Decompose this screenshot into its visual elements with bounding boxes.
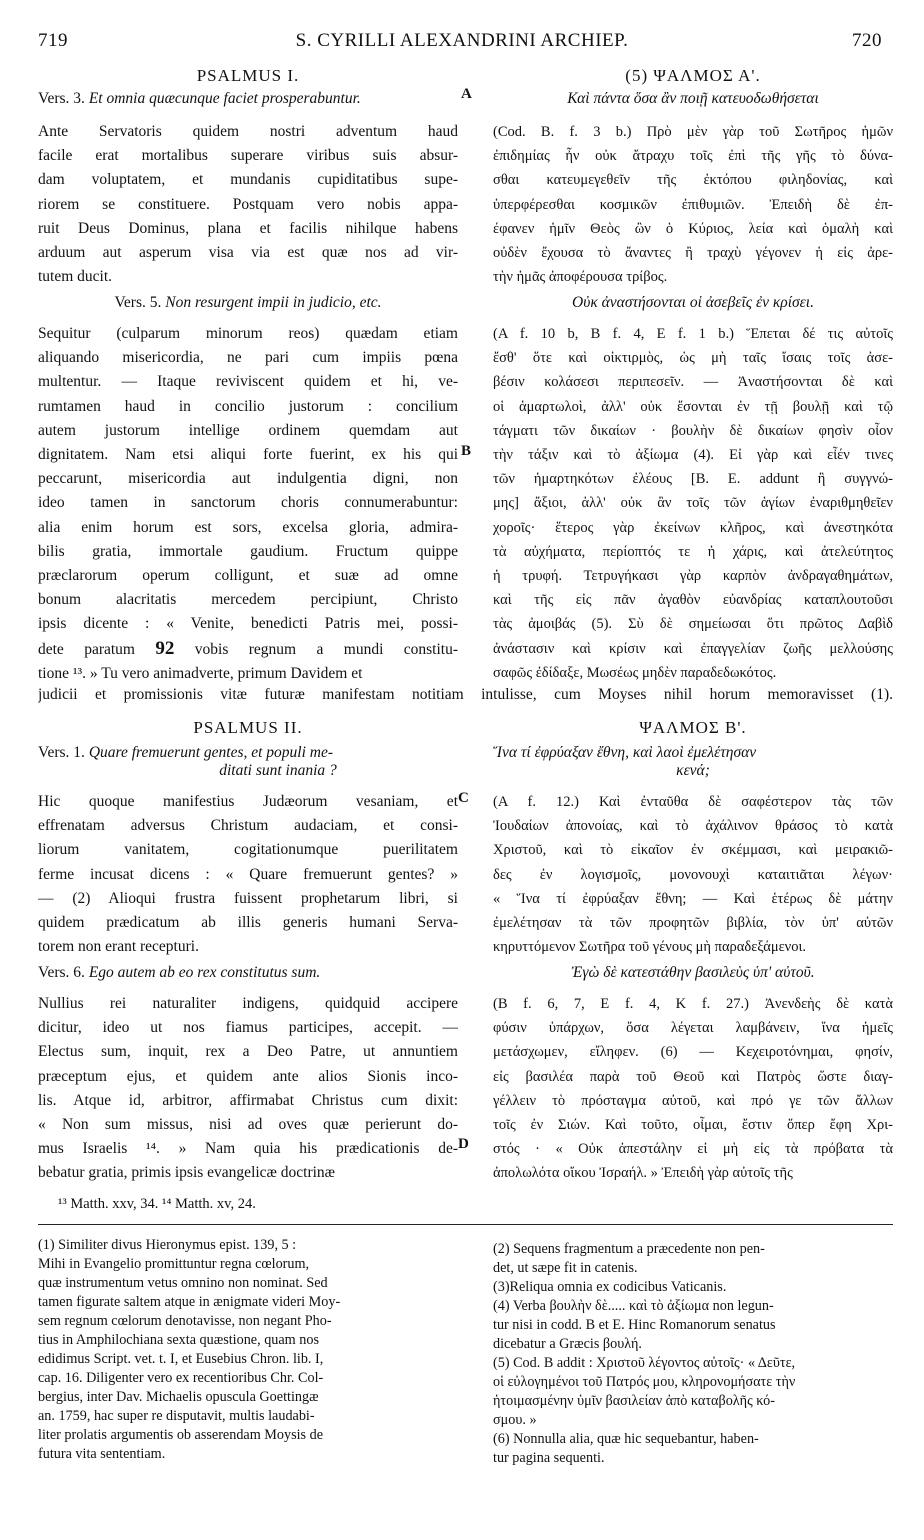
psalm2-v1-latin-heading [38,744,458,780]
text-line: tamen figurate saltem atque in ænigmate videri Moy- [38,1294,341,1310]
text-line [38,637,458,662]
text-line: det, ut sæpe fit in catenis. [493,1260,638,1276]
text-line: edidimus Script. vet. t. I, et Eusebius Chron. lib. I, [38,1351,324,1367]
text-line: præclarorum operum colligunt, et suæ ad omne [38,567,458,585]
text-line: tur pagina sequenti. [493,1450,605,1466]
running-title: S. CYRILLI ALEXANDRINI ARCHIEP. [295,30,629,51]
text-line: (5) Cod. B addit : Χριστοῦ λέγοντος αὐτοῖς· « Δεῦτε, [493,1355,796,1371]
text-line: τὰ αὐχήματα, περίοπτός τε ἡ χάρις, καὶ ἀτελεύτητος [493,543,893,560]
text-line: ἀπολωλότα οἴκου Ἰσραήλ. » Ἐπειδὴ γὰρ αὐτοῖς τῆς [493,1165,793,1182]
text-line: ὑπερφέρεσθαι κοσμικῶν ἐπιθυμιῶν. Ἐπειδὴ δὲ ἐπ- [493,196,893,213]
verse-text: Quare fremuerunt gentes, et populi me- [88,744,334,761]
text-line: autem justorum intellige ordinem quemdam aut [38,421,458,439]
text-line: δες ἐν λογισμοῖς, μονονουχὶ καταιτιᾶται λέγων· [493,866,893,883]
text-line: quæ instrumentum vetus omnino non nominat. Sed [38,1275,328,1291]
text-line: χοροῖς· ἕτερος γὰρ ἐκείνων κλῆρος, καὶ ἀνεστηκότα [493,519,893,536]
text-line: (B f. 6, 7, E f. 4, K f. 27.) Ἀνενδεὴς δὲ κατὰ [493,996,893,1012]
text-line: (6) Nonnulla alia, quæ hic sequebantur, haben- [493,1431,759,1447]
text-line: εἰς βασιλέα παρὰ τοῦ Θεοῦ καὶ Πατρὸς ὥστε διαγ- [493,1068,893,1085]
text-line: bonum alacritatis mercedem percipiunt, Christo [38,591,458,609]
psalm1-latin-paragraph-1 [38,120,458,289]
text-line: (4) Verba βουλὴν δὲ..... καὶ τὸ ἀξίωμα non legun- [493,1298,774,1314]
psalm1-v3-greek-heading [493,90,893,108]
margin-marker-d: D [458,1136,469,1152]
text-line: βέσιν κολάσεσι περιπεσεῖν. — Ἀναστήσονται δὲ καὶ [493,374,893,391]
footnotes-left [38,1236,458,1464]
text-line: riorem se constituere. Postquam vero nobis appa- [38,195,458,213]
verse-label: Vers. 6. [38,964,85,981]
text-line: ἐπιδημίας ἦν οὐκ ἄτραχυ τοῖς ἐπὶ τῆς γῆς τὸ δύνα- [493,148,893,165]
footnote-divider [38,1224,893,1225]
text-line: ruit Deus Dominus, plana et facilis nihilque habens [38,219,458,237]
margin-marker-c: C [458,790,469,806]
text-line: ἡ τρυφή. Τετρυγήκασι γὰρ καρπὸν ἀνδραγαθημάτων, [493,568,893,585]
text-line: rumtamen haud in concilio justorum : concilium [38,397,458,415]
text-line: « Ἵνα τί ἐφρύαξαν ἔθνη; — Καὶ ἑτέρως δὲ μάτην [493,890,893,907]
right-page-number: 720 [852,30,882,51]
psalm2-greek-title-block [493,718,893,738]
text-line: dicebatur a Græcis βουλή. [493,1336,642,1352]
text-line: alia enim horum est sors, excelsa gloria, admira- [38,518,458,536]
text-line: effrenatam adversus Christum audaciam, et consi- [38,817,458,835]
psalm2-greek-title: ΨΑΛΜΟΣ Β'. [639,718,747,737]
text-line: peccarunt, misericordia aut indulgentia digni, non [38,470,458,488]
psalm1-greek-paragraph-1 [493,120,893,289]
text-line: μης] ἄξιοι, ἀλλ' οὐκ ἂν τοῖς τῶν ἁγίων ἐναριθμηθεῖεν [493,495,893,512]
text-line: « Non sum missus, nisi ad oves quæ perierunt do- [38,1116,458,1134]
verse-text: Καὶ πάντα ὅσα ἂν ποιῇ κατευοδωθήσεται [567,90,819,107]
verse-text: Ἐγὼ δὲ κατεστάθην βασιλεὺς ὑπ' αὐτοῦ. [571,964,815,981]
text-line: οἱ ἁμαρτωλοὶ, ἀλλ' οὐκ ἔσονται ἐν τῇ βουλῇ καὶ τῷ [493,398,893,415]
margin-marker-b: B [461,443,472,459]
text-fragment: dete paratum [38,640,135,658]
text-line: ἐμελέτησαν τὰ τῶν προφητῶν βιβλία, τὸν ὑπ' αὐτῶν [493,915,893,932]
text-line: mus Israelis ¹⁴. » Nam quia his prædicationis de- [38,1140,458,1158]
text-line: καὶ τῆς εἰς πᾶν ἀγαθὸν εὐανδρίας καταπλουτοῦσι [493,592,893,609]
text-line: κηρυττόμενον Σωτῆρα τοῦ γένους μὴ παραδεξάμενοι. [493,939,807,956]
psalm1-full-width-line [38,683,893,707]
text-line: γέλλειν τὸ πρόσταγμα αὐτοῦ, καὶ πρό γε τῶν ἄλλων [493,1092,893,1109]
text-line: dam voluptatem, et mundanis cupiditatibus supe- [38,171,458,189]
text-line: (Cod. B. f. 3 b.) Πρὸ μὲν γὰρ τοῦ Σωτῆρος ἡμῶν [493,124,893,140]
text-line: dicitur, ideo ut nos fiamus participes, accepit. — [38,1019,458,1037]
text-line: multentur. — Itaque reviviscent quidem et hi, ve- [38,373,458,391]
text-line: τὰς ἀμοιβάς (5). Σὺ δὲ σημείωσαι ὅτι πρῶτος Δαβὶδ [493,616,893,633]
footnotes-right [493,1240,893,1468]
text-line: έφανεν ἡμῖν Θεὸς ὢν ὁ Κύριος, λεία καὶ ὁμαλὴ καὶ [493,220,893,237]
text-line: — (2) Alioqui frustra fuissent prophetarum libri, si [38,889,458,907]
text-line: τῶν ἡμαρτηκότων ἐλέους [B. E. addunt ἢ συγγνώ- [493,471,893,488]
text-line: an. 1759, hac super re disputavit, multis laudabi- [38,1408,315,1424]
text-line: Ἰουδαίων ἀπονοίας, καὶ τὸ ἀχάλινον θράσος τὸ κατὰ [493,818,893,835]
text-line: (3)Reliqua omnia ex codicibus Vaticanis. [493,1279,727,1295]
psalm2-v6-greek-heading [493,964,893,982]
text-line: (A f. 12.) Καὶ ἐνταῦθα δὲ σαφέστερον τὰς τῶν [493,794,893,810]
verse-text: Non resurgent impii in judicio, etc. [165,294,382,311]
verse-text: Ego autem ab eo rex constitutus sum. [88,964,321,981]
psalm2-latin-title-block [38,718,458,738]
left-page-number: 719 [38,30,68,51]
psalm1-latin-title: PSALMUS I. [196,66,300,85]
text-line: cap. 16. Diligenter vero ex recentioribus Chr. Col- [38,1370,324,1386]
text-line: τὴν τάξιν καὶ τὸ ἀξίωμα (4). Εἰ γὰρ καὶ εἶέν τινες [493,447,893,464]
text-line: τοῖς ἐν Σιών. Καὶ τοῦτο, οἶμαι, ἔστιν ὅπερ ἔφη Χρι- [493,1117,893,1134]
verse-label: Vers. 1. [38,744,85,761]
psalm2-latin-title: PSALMUS II. [193,718,303,737]
text-line: tur nisi in codd. B et E. Hinc Romanorum senatus [493,1317,776,1333]
text-line: torem non erant recepturi. [38,938,199,956]
text-line: Ante Servatoris quidem nostri adventum haud [38,123,458,140]
text-line: σμου. » [493,1412,537,1428]
psalm1-greek-title: (5) ΨΑΛΜΟΣ Α'. [625,66,761,85]
text-line: bebatur gratia, primis ipsis evangelicæ doctrinæ [38,1164,336,1182]
verse-text-cont: κενά; [676,762,710,779]
verse-label: Vers. 3. [38,90,85,107]
text-line: (A f. 10 b, B f. 4, E f. 1 b.) Ἕπεται δέ τις αὐτοῖς [493,326,893,342]
text-line: tutem ducit. [38,268,113,286]
text-line: Χριστοῦ, καὶ τὸ εἰκαῖον ἐν σκέμμασι, καὶ μειρακιῶ- [493,842,893,859]
column-number: 92 [155,637,175,659]
text-line: Hic quoque manifestius Judæorum vesaniam, et [38,793,458,810]
psalm1-latin-paragraph-2 [38,322,458,686]
text-line: (1) Similiter divus Hieronymus epist. 139, 5 : [38,1237,297,1253]
text-line: στός · « Οὐκ ἀπεστάλην εἰ μὴ εἰς τὰ πρόβατα τὰ [493,1141,893,1158]
psalm1-v5-latin-heading [38,294,458,312]
verse-text: Ἵνα τί ἐφρύαξαν ἔθνη, καὶ λαοὶ ἐμελέτησαν [493,744,757,761]
text-line: Nullius rei naturaliter indigens, quidquid accipere [38,995,458,1012]
text-line: ideo tamen in sanctorum choris connumerabuntur: [38,494,458,512]
text-line: bergius, inter Dav. Michaelis opuscula Goettingæ [38,1389,319,1405]
text-line: liter prolatis argumentis ob asserendam Moysis de [38,1427,324,1443]
text-line: οὐδὲν ἔχουσα τὸ ἄναντες ἢ τραχὺ γέγονεν ἡ εἰς ἀρε- [493,245,893,262]
psalm2-greek-paragraph-2 [493,992,893,1186]
psalm1-v5-greek-heading [493,294,893,312]
text-line: ipsis dicente : « Venite, benedicti Patris mei, possi- [38,615,458,633]
psalm2-greek-paragraph-1 [493,790,893,959]
text-line: dignitatem. Nam etsi aliqui forte fuerint, ex his qui [38,446,458,464]
text-line: Sequitur (culparum minorum reos) quædam etiam [38,325,458,342]
verse-label: Vers. 5. [114,294,162,311]
text-line: præceptum ejus, et quidem ante alios Sionis inco- [38,1067,458,1085]
text-line: φύσιν ὑπάρχων, ὅσα λέγεται λαμβάνειν, ἵνα ἡμεῖς [493,1020,893,1037]
text-line: liorum vanitatem, cogitationumque puerilitatem [38,841,458,859]
text-line: futura vita sententiam. [38,1446,166,1462]
scripture-references: ¹³ Matth. xxv, 34. ¹⁴ Matth. xv, 24. [58,1196,256,1212]
text-line: tione ¹³. » Tu vero animadverte, primum Davidem et [38,664,363,682]
psalm1-latin-title-block [38,66,458,86]
text-line: τάγματι τῶν δικαίων · βουλὴν δὲ δικαίων φησὶν οἶον [493,422,893,439]
text-line: aliquando misericordia, ne pari cum impiis pœna [38,349,458,367]
text-line: (2) Sequens fragmentum a præcedente non pen- [493,1241,765,1257]
text-line: facile erat mortalibus superare viribus suis absur- [38,147,458,165]
text-line: σθαι κατευμεγεθεῖν τῆς ἐκτόπου φιληδονίας, καὶ [493,172,893,189]
text-line: οἱ εὐλογημένοι τοῦ Πατρός μου, κληρονομήσατε τὴν [493,1374,796,1390]
text-line: sem regnum cœlorum denotavisse, non negant Pho- [38,1313,332,1329]
psalm1-greek-paragraph-2 [493,322,893,685]
verse-text-cont: ditati sunt inania ? [219,762,337,779]
text-line: ἔσθ' ὅτε καὶ οἰκτιρμὸς, ὡς μὴ ταῖς ἴσαις τοῖς ἀσε- [493,350,893,367]
text-line: tius in Amphilochiana sexta quæstione, quam nos [38,1332,319,1348]
text-line: μετάσχωμεν, εἴληφεν. (6) — Κεχειροτόνημαι, φησίν, [493,1044,893,1061]
psalm1-greek-title-block [493,66,893,86]
psalm1-v3-latin-heading [38,90,458,108]
text-line: τὴν ἡμᾶς ἀποφέρουσα τρίβος. [493,269,668,286]
text-line: σαφῶς ἐδίδαξε, Μωσέως μηδὲν παραδεδωκότος. [493,664,777,681]
text-line: ἀνάστασιν καὶ κρίσιν καὶ ἐπαγγελίαν ζωῆς μελλούσης [493,640,893,657]
psalm2-v1-greek-heading [493,744,893,780]
psalm2-latin-paragraph-1 [38,790,458,959]
text-line: ferme incusat dicens : « Quare fremuerunt gentes? » [38,865,458,883]
text-line: arduum aut asperum visa via est quæ nos ad vir- [38,244,458,262]
text-fragment: vobis regnum a mundi constitu- [194,640,458,658]
psalm2-v6-latin-heading [38,964,458,982]
text-line: Mihi in Evangelio promittuntur regna cœlorum, [38,1256,310,1272]
text-line: bilis gratia, immortale gaudium. Fructum quippe [38,542,458,560]
verse-text: Οὐκ ἀναστήσονται οἱ ἀσεβεῖς ἐν κρίσει. [572,294,814,311]
text-line: judicii et promissionis vitæ futuræ manifestam notitiam intulisse, cum Moyses nihil horum memoravisset (1). [38,686,893,703]
psalm2-latin-paragraph-2 [38,992,458,1186]
margin-marker-a: A [461,86,472,102]
text-line: Electus sum, inquit, rex a Deo Patre, ut annuntiem [38,1043,458,1061]
text-line: quidem prædicatum ab illis generis humani Serva- [38,914,458,932]
text-line: lis. Atque id, arbitror, affirmabat Christus cum dixit: [38,1091,458,1109]
text-line: ἡτοιμασμένην ὑμῖν βασιλείαν ἀπὸ καταβολῆς κό- [493,1393,775,1409]
verse-text: Et omnia quæcunque faciet prosperabuntur. [88,90,361,107]
